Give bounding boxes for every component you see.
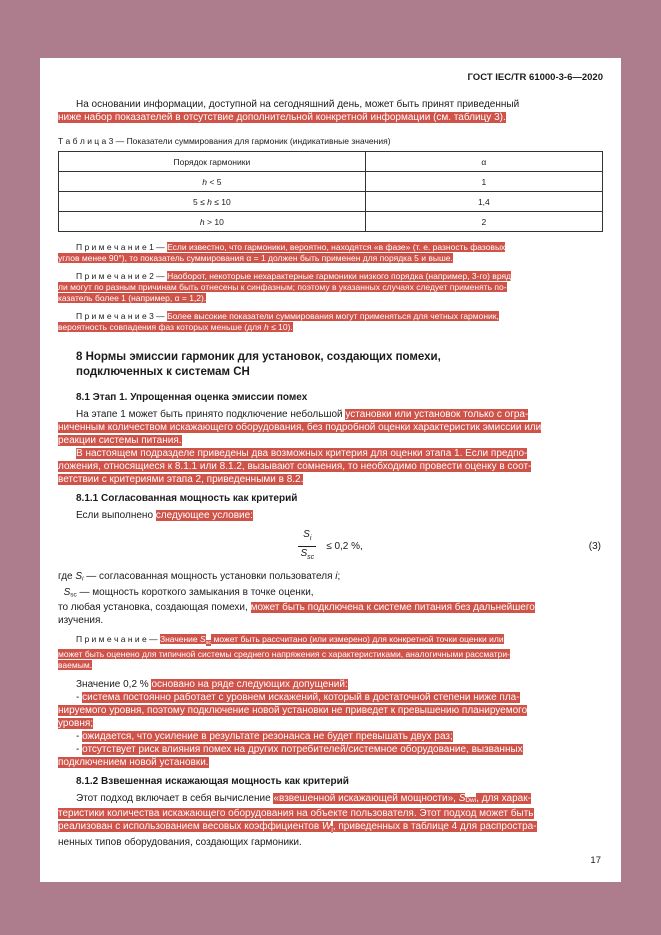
section-heading-8: 8 Нормы эмиссии гармоник для установок, создающих помехи, подключенных к системам СН [76, 351, 441, 378]
table-3-header-row [59, 152, 603, 172]
paragraph-8-1-b: В настоящем подразделе приведены два возможных критерия для оценки этапа 1. Если предпо- ложения, относящиеся к 8.1.1 или 8.1.2, вызывают сомнения, то необходимо провести оценку в соот- ветствии с критериями этапа 2, приведенными в 8.2. [58, 448, 532, 485]
note-3: П р и м е ч а н и е 3 — Более высокие показатели суммирования могут применяться для четных гармоник, вероятность совпадения фаз которых меньше (для h ≤ 10). [58, 311, 499, 332]
fraction [298, 529, 316, 564]
formula-denominator [298, 547, 316, 564]
table-3-col-harmonic-order: Порядок гармоники [59, 152, 366, 172]
formula-numerator [298, 529, 316, 547]
table-row [59, 192, 603, 212]
bullet-item-3: - отсутствует риск влияния помех на других потребителей/системное оборудование, вызванных подключением новой установки. [58, 743, 523, 768]
table-row [59, 172, 603, 192]
formula-relation: ≤ 0,2 %, [326, 540, 363, 552]
cell-alpha: 2 [365, 212, 602, 232]
subscript-i: i [309, 535, 312, 542]
note-2: П р и м е ч а н и е 2 — Наоборот, некоторые нехарактерные гармоники низкого порядка (например, 3-го) вряд ли могут по разным причинам быть отнесены к синфазным; поэтому в указанных случаях следует применять по- казатель более 1 (например, α = 1,2). [58, 271, 512, 303]
table-3-col-alpha: α [365, 152, 602, 172]
paragraph-where: где Si — согласованная мощность установки пользователя i; Ssc — мощность короткого замыкания в точке оценки, то любая установка, создающая помехи, может быть подключена к системе питания без дальнейшего изучения. [58, 571, 535, 627]
paragraph-8-1-2: Этот подход включает в себя вычисление «взвешенной искажающей мощности», SDwi, для харак- теристики количества искажающего оборудования на объекте пользователя. Этот подход может быть реализован с использованием весовых коэффициентов W, приведенных в таблице 4 для распростра- ненных типов оборудования, создающих гармоники. [58, 792, 537, 848]
paragraph-assumptions: Значение 0,2 % основано на ряде следующих допущений: [76, 678, 348, 690]
heading-8-1: 8.1 Этап 1. Упрощенная оценка эмиссии помех [76, 392, 308, 403]
cell-alpha: 1 [365, 172, 602, 192]
equation-number: (3) [588, 540, 601, 552]
paragraph-condition: Если выполнено следующее условие: [76, 510, 253, 521]
formula-3 [58, 529, 603, 564]
heading-8-1-2: 8.1.2 Взвешенная искажающая мощность как критерий [76, 775, 349, 787]
symbol-s: S [303, 529, 310, 540]
paragraph-intro: На основании информации, доступной на сегодняшний день, может быть принят приведенный ниже набор показателей в отсутствие дополнительной конкретной информации (см. таблицу 3). [58, 99, 520, 123]
bullet-item-1: - система постоянно работает с уровнем искажений, который в достаточной степени ниже пла- нируемого уровня, поэтому подключение новой установки не приведет к превышению планируемого уровня; [58, 691, 528, 729]
cell-harmonic-order: h > 10 [59, 212, 366, 232]
note-8-1-1: П р и м е ч а н и е — Значение Ssc может быть рассчитано (или измерено) для конкретной точки оценки или может быть оценено для типичной системы среднего напряжения с характеристиками, аналогичными рассматри- ваемым. [58, 634, 510, 670]
cell-harmonic-order: 5 ≤ h ≤ 10 [59, 192, 366, 212]
note-1: П р и м е ч а н и е 1 — Если известно, что гармоники, вероятно, находятся «в фазе» (т. е. разность фазовых углов менее 90°), то показатель суммирования α = 1 должен быть применен для порядка 5 и выше. [58, 242, 506, 263]
page-number: 17 [590, 855, 601, 866]
bullet-item-2: - ожидается, что усиление в результате резонанса не будет превышать двух раз; [76, 730, 453, 742]
document-page [40, 58, 621, 882]
cell-alpha: 1,4 [365, 192, 602, 212]
symbol-s: S [300, 548, 308, 559]
page-header [58, 72, 603, 83]
paragraph-8-1-a: На этапе 1 может быть принято подключение небольшой установки или установок только с огра- ниченным количеством искажающего оборудования, без подробной оценки характеристик эмиссии или реакции системы питания. [58, 409, 542, 446]
subscript-sc: sc [307, 554, 315, 561]
table-3-caption: Т а б л и ц а 3 — Показатели суммирования для гармоник (индикативные значения) [58, 136, 391, 146]
document-code: ГОСТ IEC/TR 61000-3-6—2020 [467, 72, 603, 83]
table-row [59, 212, 603, 232]
heading-8-1-1: 8.1.1 Согласованная мощность как критерий [76, 493, 298, 504]
table-3 [58, 151, 603, 232]
cell-harmonic-order: h < 5 [59, 172, 366, 192]
